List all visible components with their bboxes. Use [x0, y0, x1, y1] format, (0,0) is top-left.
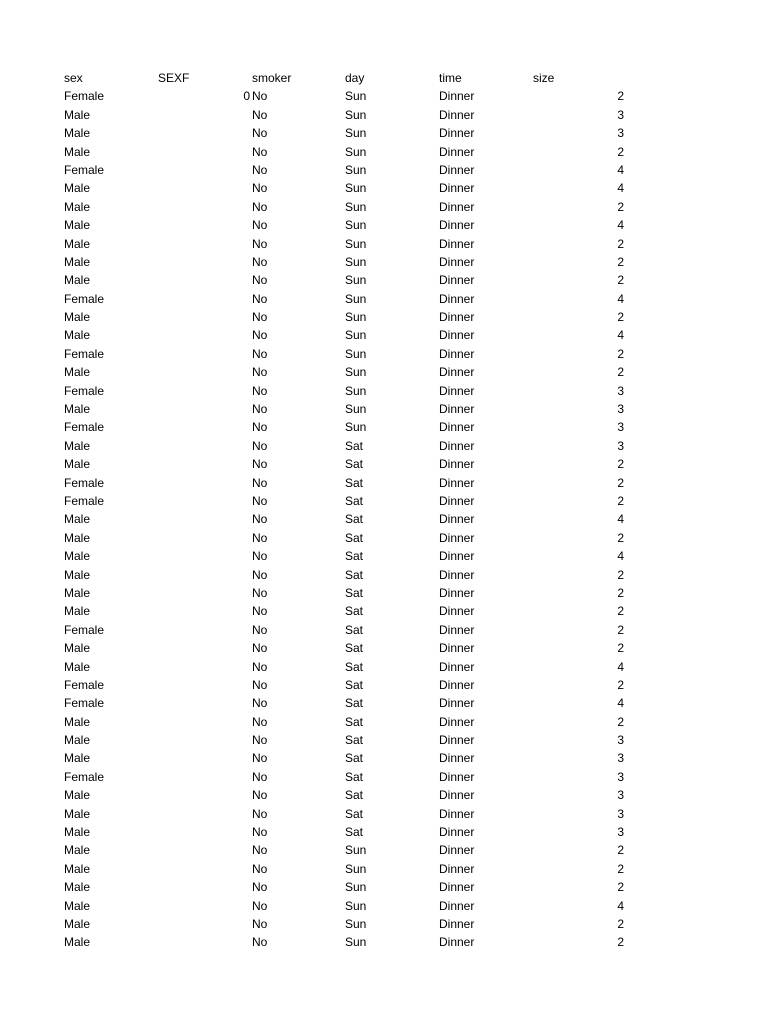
cell-smoker: No: [252, 916, 268, 931]
cell-time: Dinner: [439, 880, 475, 895]
cell-time: Dinner: [439, 328, 475, 343]
header-day: day: [345, 71, 365, 85]
cell-time: Dinner: [439, 733, 475, 748]
cell-day: Sat: [345, 457, 364, 472]
cell-smoker: No: [252, 89, 268, 104]
table-row: [64, 326, 664, 344]
cell-smoker: No: [252, 346, 268, 361]
cell-smoker: No: [252, 310, 268, 325]
cell-sex: Male: [64, 641, 91, 656]
cell-day: Sat: [345, 659, 364, 674]
cell-smoker: No: [252, 880, 268, 895]
cell-size: 2: [617, 310, 624, 325]
cell-time: Dinner: [439, 346, 475, 361]
header-size: size: [533, 71, 555, 85]
cell-day: Sun: [345, 199, 367, 214]
cell-sex: Male: [64, 181, 91, 196]
cell-day: Sun: [345, 254, 367, 269]
cell-smoker: No: [252, 438, 268, 453]
cell-sex: Female: [64, 420, 105, 435]
cell-size: 3: [617, 733, 624, 748]
cell-size: 4: [617, 328, 624, 343]
cell-sex: Male: [64, 107, 91, 122]
cell-day: Sat: [345, 530, 364, 545]
cell-day: Sat: [345, 751, 364, 766]
cell-day: Sun: [345, 916, 367, 931]
cell-smoker: No: [252, 402, 268, 417]
cell-day: Sat: [345, 622, 364, 637]
cell-size: 3: [617, 402, 624, 417]
table-row: [64, 87, 664, 105]
table-body: [64, 87, 664, 951]
cell-time: Dinner: [439, 310, 475, 325]
cell-day: Sat: [345, 714, 364, 729]
cell-smoker: No: [252, 714, 268, 729]
cell-smoker: No: [252, 530, 268, 545]
cell-sex: Male: [64, 880, 91, 895]
header-sex: sex: [64, 71, 83, 85]
cell-day: Sat: [345, 585, 364, 600]
cell-smoker: No: [252, 144, 268, 159]
cell-time: Dinner: [439, 788, 475, 803]
table-row: [64, 602, 664, 620]
cell-size: 4: [617, 659, 624, 674]
cell-size: 4: [617, 696, 624, 711]
cell-time: Dinner: [439, 585, 475, 600]
header-time: time: [439, 71, 462, 85]
cell-day: Sun: [345, 935, 367, 950]
cell-day: Sat: [345, 788, 364, 803]
cell-size: 3: [617, 383, 624, 398]
cell-smoker: No: [252, 806, 268, 821]
cell-time: Dinner: [439, 549, 475, 564]
table-row: [64, 768, 664, 786]
cell-size: 4: [617, 162, 624, 177]
cell-size: 2: [617, 604, 624, 619]
cell-smoker: No: [252, 457, 268, 472]
cell-size: 3: [617, 769, 624, 784]
cell-size: 4: [617, 218, 624, 233]
cell-smoker: No: [252, 107, 268, 122]
cell-size: 3: [617, 420, 624, 435]
cell-day: Sun: [345, 291, 367, 306]
cell-smoker: No: [252, 420, 268, 435]
cell-time: Dinner: [439, 273, 475, 288]
cell-size: 3: [617, 806, 624, 821]
cell-sex: Male: [64, 310, 91, 325]
cell-sexf: 0: [243, 89, 250, 104]
cell-smoker: No: [252, 696, 268, 711]
cell-sex: Male: [64, 788, 91, 803]
table-row: [64, 566, 664, 584]
table-row: [64, 308, 664, 326]
cell-day: Sat: [345, 769, 364, 784]
cell-size: 4: [617, 181, 624, 196]
table-row: [64, 915, 664, 933]
table-row: [64, 161, 664, 179]
cell-size: 2: [617, 199, 624, 214]
cell-time: Dinner: [439, 107, 475, 122]
cell-time: Dinner: [439, 861, 475, 876]
table-row: [64, 841, 664, 859]
table-row: [64, 823, 664, 841]
cell-sex: Female: [64, 677, 105, 692]
cell-smoker: No: [252, 677, 268, 692]
cell-day: Sun: [345, 843, 367, 858]
cell-sex: Male: [64, 457, 91, 472]
cell-size: 2: [617, 714, 624, 729]
cell-size: 2: [617, 916, 624, 931]
cell-time: Dinner: [439, 567, 475, 582]
cell-size: 4: [617, 898, 624, 913]
table-row: [64, 474, 664, 492]
cell-day: Sun: [345, 107, 367, 122]
cell-smoker: No: [252, 769, 268, 784]
cell-time: Dinner: [439, 659, 475, 674]
cell-time: Dinner: [439, 199, 475, 214]
cell-size: 2: [617, 89, 624, 104]
data-table: [64, 69, 664, 952]
table-row: [64, 676, 664, 694]
cell-sex: Male: [64, 273, 91, 288]
cell-smoker: No: [252, 328, 268, 343]
cell-day: Sun: [345, 383, 367, 398]
cell-size: 3: [617, 788, 624, 803]
cell-sex: Female: [64, 89, 105, 104]
cell-day: Sun: [345, 328, 367, 343]
cell-size: 4: [617, 291, 624, 306]
table-row: [64, 290, 664, 308]
table-row: [64, 658, 664, 676]
cell-day: Sun: [345, 402, 367, 417]
cell-time: Dinner: [439, 604, 475, 619]
cell-smoker: No: [252, 604, 268, 619]
table-row: [64, 713, 664, 731]
table-row: [64, 639, 664, 657]
table-row: [64, 584, 664, 602]
cell-day: Sun: [345, 880, 367, 895]
cell-day: Sun: [345, 162, 367, 177]
table-row: [64, 455, 664, 473]
cell-smoker: No: [252, 567, 268, 582]
cell-time: Dinner: [439, 843, 475, 858]
table-row: [64, 805, 664, 823]
cell-day: Sun: [345, 144, 367, 159]
cell-sex: Male: [64, 530, 91, 545]
cell-day: Sat: [345, 733, 364, 748]
cell-day: Sat: [345, 438, 364, 453]
cell-time: Dinner: [439, 530, 475, 545]
cell-smoker: No: [252, 549, 268, 564]
cell-day: Sat: [345, 512, 364, 527]
cell-size: 4: [617, 512, 624, 527]
table-row: [64, 216, 664, 234]
cell-sex: Male: [64, 144, 91, 159]
cell-smoker: No: [252, 825, 268, 840]
cell-sex: Female: [64, 475, 105, 490]
cell-size: 3: [617, 107, 624, 122]
cell-smoker: No: [252, 236, 268, 251]
table-row: [64, 418, 664, 436]
cell-sex: Male: [64, 843, 91, 858]
cell-time: Dinner: [439, 806, 475, 821]
cell-time: Dinner: [439, 236, 475, 251]
table-row: [64, 731, 664, 749]
cell-sex: Male: [64, 806, 91, 821]
cell-time: Dinner: [439, 420, 475, 435]
cell-time: Dinner: [439, 218, 475, 233]
cell-sex: Male: [64, 199, 91, 214]
table-row: [64, 529, 664, 547]
cell-size: 2: [617, 475, 624, 490]
table-row: [64, 235, 664, 253]
cell-time: Dinner: [439, 144, 475, 159]
cell-sex: Male: [64, 604, 91, 619]
cell-sex: Female: [64, 383, 105, 398]
table-row: [64, 271, 664, 289]
table-row: [64, 933, 664, 951]
cell-day: Sat: [345, 696, 364, 711]
cell-day: Sun: [345, 218, 367, 233]
cell-size: 2: [617, 861, 624, 876]
cell-size: 2: [617, 365, 624, 380]
cell-size: 2: [617, 493, 624, 508]
header-row: [64, 69, 664, 87]
table-row: [64, 253, 664, 271]
cell-size: 2: [617, 880, 624, 895]
cell-smoker: No: [252, 475, 268, 490]
cell-day: Sat: [345, 493, 364, 508]
cell-sex: Male: [64, 254, 91, 269]
cell-smoker: No: [252, 365, 268, 380]
table-row: [64, 786, 664, 804]
table-row: [64, 179, 664, 197]
table-row: [64, 143, 664, 161]
table-row: [64, 860, 664, 878]
header-smoker: smoker: [252, 71, 292, 85]
cell-sex: Male: [64, 567, 91, 582]
cell-time: Dinner: [439, 512, 475, 527]
cell-sex: Female: [64, 346, 105, 361]
cell-day: Sat: [345, 641, 364, 656]
cell-sex: Male: [64, 585, 91, 600]
table-row: [64, 878, 664, 896]
cell-time: Dinner: [439, 475, 475, 490]
cell-day: Sun: [345, 861, 367, 876]
cell-sex: Male: [64, 861, 91, 876]
cell-sex: Male: [64, 365, 91, 380]
cell-day: Sat: [345, 549, 364, 564]
cell-size: 2: [617, 641, 624, 656]
cell-time: Dinner: [439, 677, 475, 692]
cell-smoker: No: [252, 641, 268, 656]
cell-day: Sat: [345, 677, 364, 692]
table-row: [64, 897, 664, 915]
cell-time: Dinner: [439, 383, 475, 398]
header-sexf: SEXF: [158, 71, 190, 85]
table-row: [64, 749, 664, 767]
cell-smoker: No: [252, 254, 268, 269]
cell-smoker: No: [252, 935, 268, 950]
cell-day: Sun: [345, 346, 367, 361]
cell-day: Sun: [345, 365, 367, 380]
cell-time: Dinner: [439, 622, 475, 637]
cell-time: Dinner: [439, 751, 475, 766]
cell-sex: Male: [64, 218, 91, 233]
cell-sex: Male: [64, 549, 91, 564]
cell-sex: Female: [64, 291, 105, 306]
cell-smoker: No: [252, 162, 268, 177]
cell-day: Sat: [345, 567, 364, 582]
cell-time: Dinner: [439, 365, 475, 380]
cell-sex: Male: [64, 733, 91, 748]
cell-day: Sun: [345, 181, 367, 196]
cell-size: 2: [617, 236, 624, 251]
cell-sex: Female: [64, 493, 105, 508]
table-row: [64, 124, 664, 142]
cell-smoker: No: [252, 585, 268, 600]
cell-smoker: No: [252, 199, 268, 214]
cell-day: Sat: [345, 475, 364, 490]
cell-sex: Male: [64, 935, 91, 950]
cell-smoker: No: [252, 493, 268, 508]
cell-size: 2: [617, 677, 624, 692]
cell-day: Sun: [345, 273, 367, 288]
cell-smoker: No: [252, 751, 268, 766]
table-row: [64, 198, 664, 216]
cell-size: 2: [617, 935, 624, 950]
cell-size: 3: [617, 751, 624, 766]
cell-time: Dinner: [439, 438, 475, 453]
cell-smoker: No: [252, 512, 268, 527]
cell-sex: Male: [64, 438, 91, 453]
cell-time: Dinner: [439, 126, 475, 141]
cell-sex: Male: [64, 825, 91, 840]
cell-day: Sun: [345, 126, 367, 141]
cell-smoker: No: [252, 898, 268, 913]
cell-sex: Female: [64, 162, 105, 177]
table-row: [64, 382, 664, 400]
cell-time: Dinner: [439, 89, 475, 104]
cell-size: 2: [617, 346, 624, 361]
cell-sex: Male: [64, 328, 91, 343]
cell-sex: Male: [64, 236, 91, 251]
cell-sex: Male: [64, 512, 91, 527]
cell-smoker: No: [252, 218, 268, 233]
cell-sex: Male: [64, 402, 91, 417]
cell-time: Dinner: [439, 935, 475, 950]
cell-size: 2: [617, 585, 624, 600]
cell-sex: Male: [64, 898, 91, 913]
table-row: [64, 345, 664, 363]
cell-size: 2: [617, 254, 624, 269]
cell-sex: Male: [64, 714, 91, 729]
cell-size: 3: [617, 126, 624, 141]
cell-time: Dinner: [439, 162, 475, 177]
cell-sex: Female: [64, 769, 105, 784]
cell-time: Dinner: [439, 641, 475, 656]
cell-smoker: No: [252, 622, 268, 637]
cell-size: 3: [617, 438, 624, 453]
cell-size: 2: [617, 843, 624, 858]
cell-day: Sun: [345, 236, 367, 251]
cell-smoker: No: [252, 788, 268, 803]
cell-sex: Male: [64, 751, 91, 766]
cell-size: 2: [617, 457, 624, 472]
cell-day: Sun: [345, 420, 367, 435]
table-row: [64, 437, 664, 455]
cell-time: Dinner: [439, 254, 475, 269]
cell-time: Dinner: [439, 457, 475, 472]
table-row: [64, 363, 664, 381]
cell-size: 2: [617, 273, 624, 288]
table-row: [64, 694, 664, 712]
cell-day: Sun: [345, 89, 367, 104]
cell-sex: Female: [64, 696, 105, 711]
cell-time: Dinner: [439, 825, 475, 840]
cell-size: 3: [617, 825, 624, 840]
table-row: [64, 510, 664, 528]
cell-smoker: No: [252, 291, 268, 306]
cell-smoker: No: [252, 861, 268, 876]
cell-time: Dinner: [439, 696, 475, 711]
cell-smoker: No: [252, 273, 268, 288]
cell-day: Sun: [345, 310, 367, 325]
cell-smoker: No: [252, 659, 268, 674]
cell-sex: Male: [64, 126, 91, 141]
table-row: [64, 547, 664, 565]
cell-time: Dinner: [439, 714, 475, 729]
table-row: [64, 621, 664, 639]
cell-size: 4: [617, 549, 624, 564]
cell-day: Sun: [345, 898, 367, 913]
table-row: [64, 492, 664, 510]
cell-time: Dinner: [439, 769, 475, 784]
cell-size: 2: [617, 530, 624, 545]
cell-smoker: No: [252, 733, 268, 748]
cell-sex: Male: [64, 659, 91, 674]
cell-time: Dinner: [439, 181, 475, 196]
cell-day: Sat: [345, 806, 364, 821]
cell-size: 2: [617, 622, 624, 637]
cell-time: Dinner: [439, 291, 475, 306]
cell-size: 2: [617, 144, 624, 159]
cell-smoker: No: [252, 383, 268, 398]
cell-size: 2: [617, 567, 624, 582]
table-row: [64, 400, 664, 418]
cell-smoker: No: [252, 843, 268, 858]
cell-time: Dinner: [439, 898, 475, 913]
table-row: [64, 106, 664, 124]
cell-sex: Female: [64, 622, 105, 637]
cell-time: Dinner: [439, 493, 475, 508]
cell-smoker: No: [252, 181, 268, 196]
cell-time: Dinner: [439, 402, 475, 417]
cell-smoker: No: [252, 126, 268, 141]
cell-day: Sat: [345, 604, 364, 619]
cell-sex: Male: [64, 916, 91, 931]
cell-day: Sat: [345, 825, 364, 840]
cell-time: Dinner: [439, 916, 475, 931]
